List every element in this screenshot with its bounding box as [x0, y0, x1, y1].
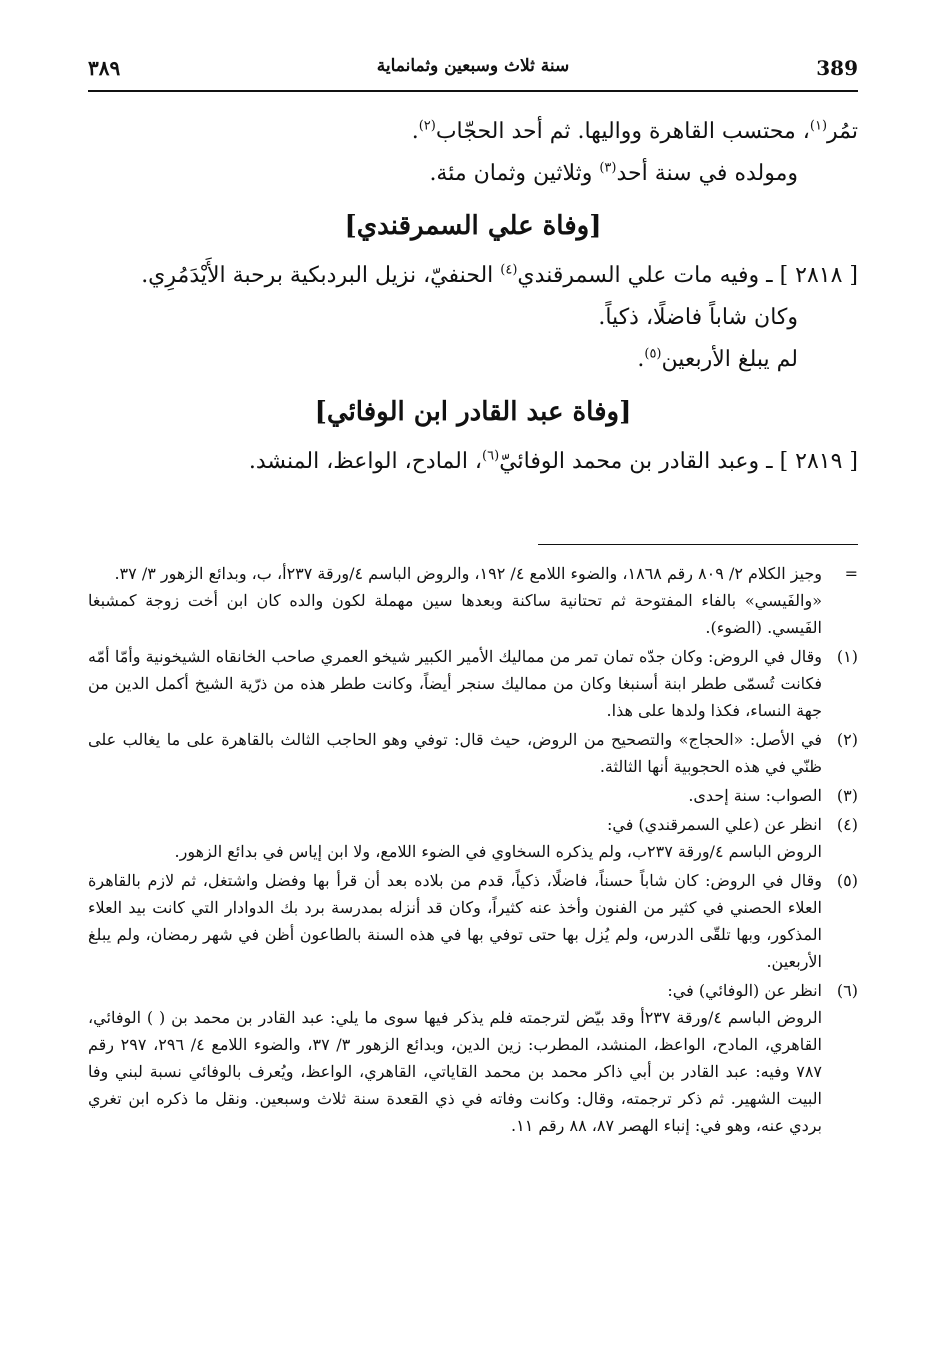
section-heading: [وفاة عبد القادر ابن الوفائي] — [314, 397, 632, 427]
footnote-marker: (٣) — [836, 786, 858, 805]
text-segment: [ ٢٨١٩ ] ـ وعبد القادر بن محمد الوفائيّ — [499, 449, 858, 474]
text-segment: الحنفيّ، نزيل البردبكية برحبة الأَيْدَمُرِي. — [141, 263, 501, 288]
text-line: وكان شاباً فاضلًا، ذكياً. — [598, 305, 798, 330]
footnote-marker: = — [844, 564, 858, 583]
text-segment: ، محتسب القاهرة وواليها. ثم أحد الحجّاب — [435, 119, 810, 144]
footnote-text — [88, 811, 822, 865]
footnote-ref: (٦) — [482, 448, 500, 464]
footnote-text — [88, 726, 822, 780]
text-segment: ، المادح، الواعظ، المنشد. — [248, 449, 483, 474]
footnote-line: «والفَيسي» بالفاء المفتوحة ثم تحتانية ساكنة وبعدها سين مهملة لكون والده كان ابن أخت زوجة كمشبغا الفَيسي. (الضوء). — [88, 591, 822, 637]
footnote-line: انظر عن (الوفائي) في: — [667, 981, 822, 1000]
footnote-ref: (١) — [809, 118, 828, 134]
footnote-marker: (٦) — [836, 981, 858, 1000]
page-number-latin: 389 — [816, 56, 858, 80]
entry-2819 — [88, 444, 858, 480]
footnote-line: الروض الباسم ٤/ورقة ٢٣٧ب، ولم يذكره السخاوي في الضوء اللامع، ولا ابن إياس في بدائع الزهور. — [174, 842, 822, 861]
footnote — [88, 643, 858, 724]
footnote — [88, 782, 858, 809]
footnote-marker: (٥) — [836, 871, 858, 890]
text-line — [88, 156, 858, 192]
footnote-text — [88, 977, 822, 1139]
footnote — [88, 726, 858, 780]
footnote — [88, 811, 858, 865]
text-segment: لم يبلغ الأربعين — [661, 347, 798, 372]
footnote-marker: (٤) — [836, 815, 858, 834]
footnote-text — [88, 560, 822, 641]
main-text — [88, 108, 858, 486]
footnote-line: وجيز الكلام ٢/ ٨٠٩ رقم ١٨٦٨، والضوء اللامع ٤/ ١٩٢، والروض الباسم ٤/ورقة ٢٣٧أ، ب، وبدائع الزهور ٣/ ٣٧. — [114, 564, 822, 583]
footnote-text — [88, 867, 822, 975]
footnote-line: وقال في الروض: وكان جدّه تمان تمر من مماليك الأمير الكبير شيخو العمري صاحب الخانقاه الشيخونية وأمّا أمّه فكانت تُسمّى ططر ابنة أسنبغا وكان من مماليك سنجر أيضاً، وكانت ططر هذه من ذرّية الشيخ أكمل الدين من جهة النساء، فكذا ولدها على هذا. — [88, 647, 822, 720]
text-segment: وثلاثين وثمان مئة. — [429, 161, 600, 186]
footnote — [88, 977, 858, 1139]
footnote-text — [88, 643, 822, 724]
page-header — [88, 56, 858, 92]
footnote — [88, 867, 858, 975]
running-title: سنة ثلاث وسبعين وثمانماية — [376, 56, 570, 76]
text-segment: تمُر — [827, 119, 858, 144]
footnote-ref: (٤) — [500, 262, 518, 278]
page-number-arabic: ٣٨٩ — [88, 56, 121, 80]
footnote-text — [88, 782, 822, 809]
footnote-divider — [538, 544, 858, 545]
text-line — [88, 342, 858, 378]
section-heading: [وفاة علي السمرقندي] — [344, 211, 602, 241]
entry-2818 — [88, 258, 858, 294]
footnote-marker: (١) — [836, 647, 858, 666]
footnote-line: انظر عن (علي السمرقندي) في: — [606, 815, 822, 834]
footnote-marker: (٢) — [836, 730, 858, 749]
text-segment: . — [411, 119, 419, 144]
footnote-line: في الأصل: «الحجاج» والتصحيح من الروض، حيث قال: توفي وهو الحاجب الثالث بالقاهرة على ما يغالب على ظنّي في هذه الحجوبية أنها الثالثة. — [88, 730, 822, 776]
footnote — [88, 560, 858, 641]
footnote-ref: (٢) — [418, 118, 436, 134]
text-segment: ومولده في سنة أحد — [616, 161, 798, 186]
text-segment: [ ٢٨١٨ ] ـ وفيه مات علي السمرقندي — [517, 263, 858, 288]
footnote-ref: (٥) — [644, 346, 662, 362]
text-segment: . — [637, 347, 645, 372]
footnote-line: الصواب: سنة إحدى. — [688, 786, 822, 805]
footnote-line: وقال في الروض: كان شاباً حسناً، فاضلًا، ذكياً، قدم من بلاده بعد أن قرأ بها وفضل واشتغل، ثم لازم بالقاهرة العلاء الحصني في كثير من الفنون وأخذ عنه كثيراً، وكان قد أنزله بمدرسة برد بك الدوادار التي كانت بيد العلاء المذكور، وبها تلقّى الدرس، ولم يُزل بها حتى توفي بها في هذه السنة بالطاعون أظن في شهر رمضان، ولم يبلغ الأربعين. — [88, 871, 823, 971]
footnotes — [88, 560, 858, 1141]
footnote-line: الروض الباسم ٤/ورقة ٢٣٧أ وقد بيّض لترجمته فلم يذكر فيها سوى ما يلي: عبد القادر بن محمد بن ( ) الوفائي، القاهري، المادح، الواعظ، المنشد، المطرب: زين الدين، وبدائع الزهور ٣/ ٣٧، والضوء اللامع ٤/ ٢٩٦، ٢٩٧ رقم ٧٨٧ وفيه: عبد القادر بن أبي ذاكر محمد بن محمد القاياتي، القاهري، الواعظ، ويُعرف بالوفائي نسبة لبني وفا البيت الشهير. ثم ذكر ترجمته، وقال: وكانت وفاته في ذي القعدة سنة ثلاث وسبعين. ونقل ما ذكره ابن تغري بردي عنه، وهو في: إنباء الهصر ٨٧، ٨٨ رقم ١١. — [88, 1008, 823, 1135]
text-line — [88, 114, 858, 150]
footnote-ref: (٣) — [599, 160, 617, 176]
